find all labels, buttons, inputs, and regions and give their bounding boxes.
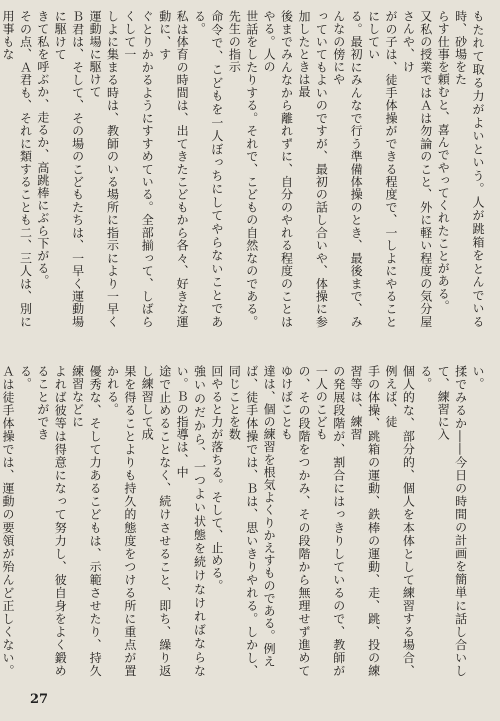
page-number: 27 xyxy=(30,692,49,707)
text-column: Ａは徒手体操では、運動の要領が殆んど正しくない。 xyxy=(1,365,16,677)
text-column: の、その段階をつかみ、その段階から無理せず進めてゆけばことも xyxy=(279,365,311,677)
text-column: 手の体操、跳箱の運動、鉄棒の運動、走、跳、投の練習等は、練習 xyxy=(349,365,381,677)
text-column: 命令で、こどもを一人ぼっちにしてやらないことである。 xyxy=(192,10,224,328)
text-column: 世話をしたりする。それで、こどもの自然なのである。先生の指示 xyxy=(227,10,259,328)
text-column: らす仕事を頼むと、喜んでやってくれたことがある。 xyxy=(436,10,451,313)
text-column: 優秀な、そして力あるこどもは、示範させたり、持久練習などに xyxy=(70,365,103,677)
text-column: る。 xyxy=(18,365,33,391)
text-column: 回やると力が落ちる。そして、止める。 xyxy=(209,365,224,592)
top-text-block xyxy=(1,10,486,328)
text-column: しよに集まる時は、教師のいる場所に指示により一早く運動場に駆けて xyxy=(88,10,120,328)
text-column: その点、Ａ君も、それに類することも二、三人は、別に用事もな xyxy=(1,10,33,328)
text-column: る。最初にみんなで行う準備体操のとき、最後まで、みんなの傍にや xyxy=(331,10,364,328)
text-column: っていてもよいのですが、最初の話し合いや、体操に参加したときは最 xyxy=(296,10,329,328)
text-column: もたれて取る力がよいという。人が跳箱をとんでいる時、砂場をた xyxy=(453,10,485,328)
text-column: 途で止めることなく、続けさせること、即ち、繰り返し練習して成 xyxy=(140,365,172,677)
text-column: ぐとりかかるようにすすめている。全部揃って、しばらくして一 xyxy=(122,10,155,328)
text-column: Ｂ君は、そして、その場のこどもたちは、一早く運動場に駆けて xyxy=(53,10,85,328)
text-column: 達は、個の練習を根気よくりかえすものである。例え xyxy=(262,365,277,668)
text-column: の発展段階が、割合にはっきりしているので、教師が一人のこども xyxy=(314,365,346,677)
text-column: よれば彼等は得意になって努力し、彼自身をよく鍛めることができ xyxy=(35,365,68,677)
text-column: 又私の授業ではＡは勿論のこと、外に軽い程度の気分屋さんや、け xyxy=(401,10,433,328)
text-column: 個人的な、部分的、個人を本体として練習する場合、例えば、徒 xyxy=(383,365,416,677)
text-column: 果を得ることよりも持久的態度をつける所に重点が置かれる。 xyxy=(105,365,137,677)
text-column: 後までみんなから離れずに、自分のやれる程度のことはやる。人の xyxy=(262,10,294,328)
text-column: きて私を呼ぶか、走るか、高跳棒にぶら下がる。 xyxy=(35,10,50,288)
text-column: ば、徒手体操では、Ｂは、思いきりやれる。しかし、同じことを数 xyxy=(227,365,259,677)
text-column: 私は体育の時間は、出てきたこどもから各々、好きな運動に、す xyxy=(157,10,190,328)
text-column: 強いのだから、一つよい状態を続けなければならない。Ｂの指導は、中 xyxy=(175,365,207,677)
text-column: がの子は、徒手体操ができる程度で、一しよにやることにしてい xyxy=(366,10,398,328)
text-column: 揉でみるか――今日の時間の計画を簡単に話し合いして、練習に入 xyxy=(436,365,468,677)
text-column: る。 xyxy=(418,365,433,391)
bottom-text-block xyxy=(1,365,486,677)
text-column: い。 xyxy=(471,365,485,391)
